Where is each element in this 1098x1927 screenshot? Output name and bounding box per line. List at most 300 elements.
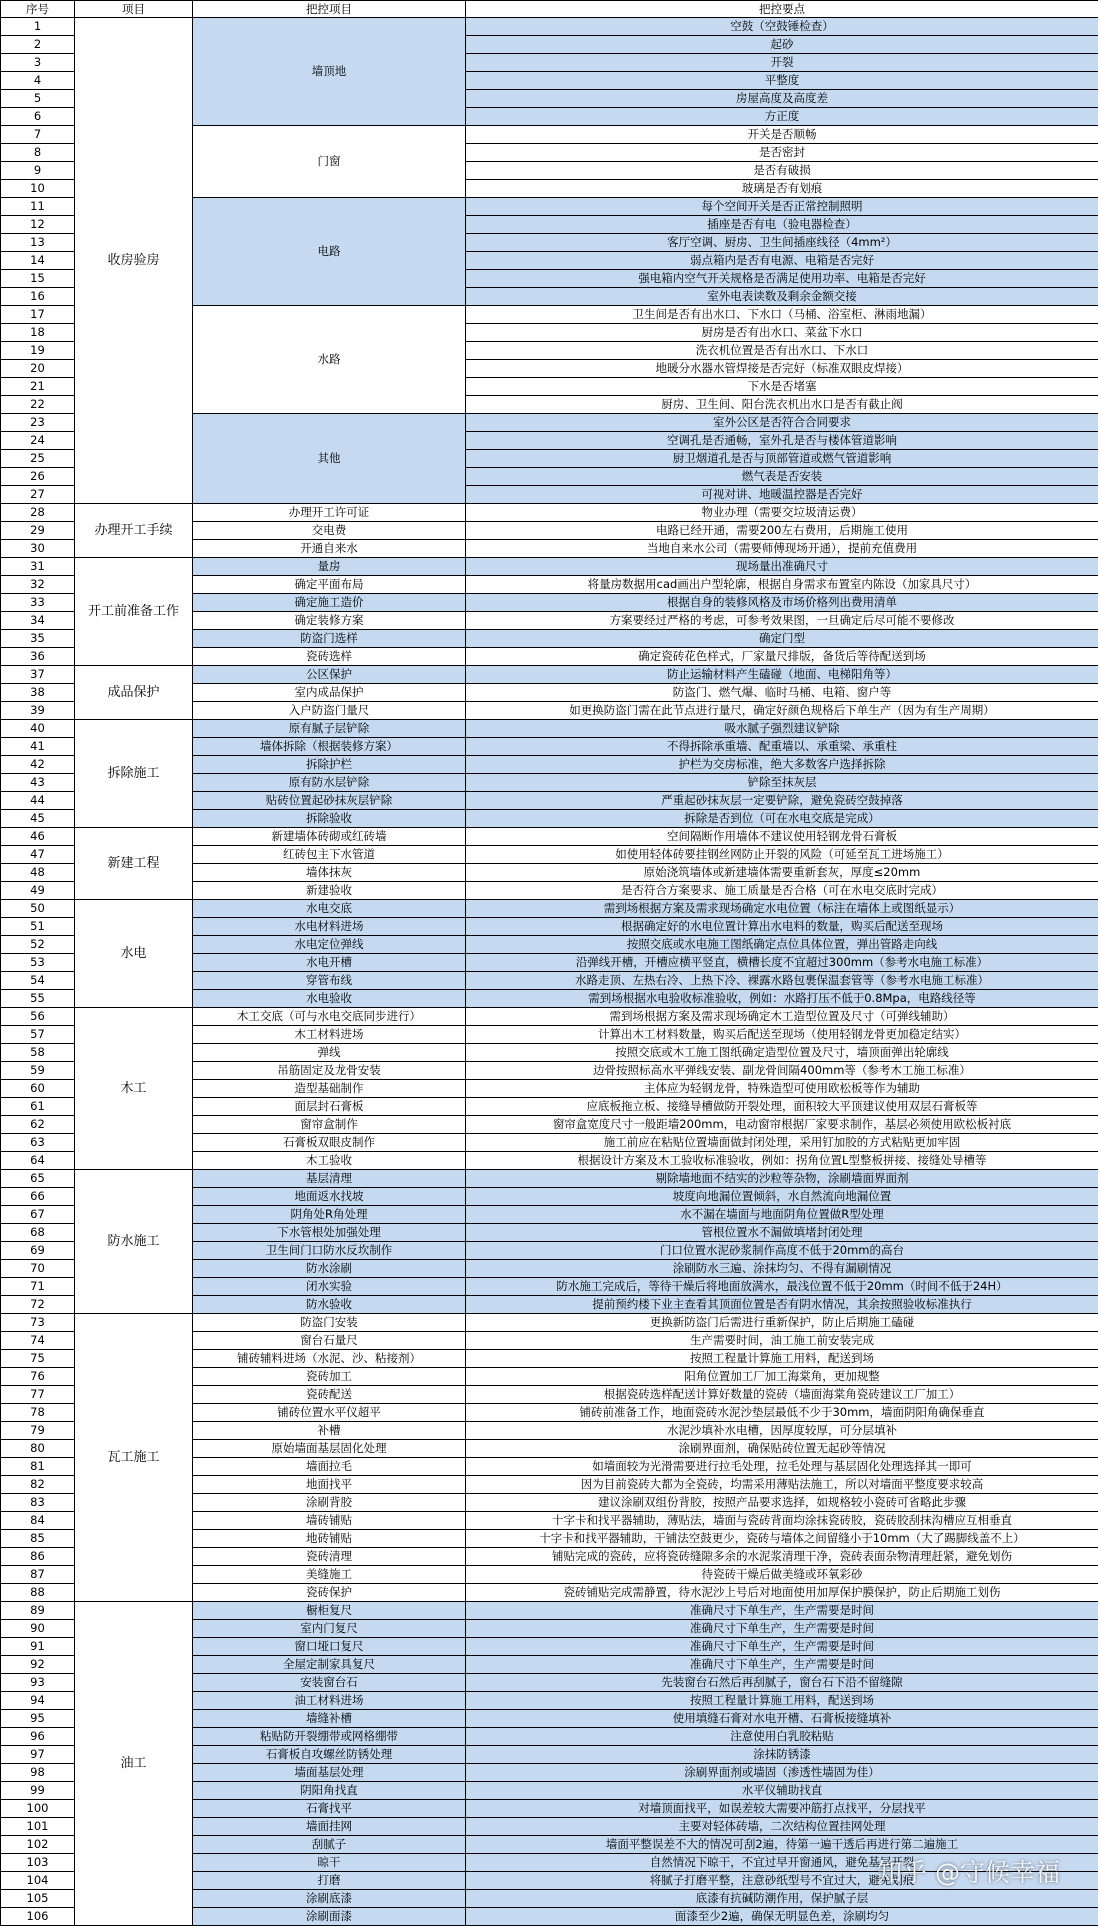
row-number: 31 bbox=[1, 558, 75, 576]
row-number: 6 bbox=[1, 108, 75, 126]
row-number: 54 bbox=[1, 972, 75, 990]
row-number: 85 bbox=[1, 1530, 75, 1548]
control-item: 拆除验收 bbox=[193, 810, 466, 828]
row-number: 3 bbox=[1, 54, 75, 72]
row-number: 53 bbox=[1, 954, 75, 972]
row-number: 75 bbox=[1, 1350, 75, 1368]
control-point: 十字卡和找平器辅助，薄贴法，墙面与瓷砖背面均涂抹瓷砖胶，瓷砖胶刮抹沟槽应互相垂直 bbox=[466, 1512, 1098, 1530]
control-point: 空间隔断作用墙体不建议使用轻钢龙骨石膏板 bbox=[466, 828, 1098, 846]
control-point: 准确尺寸下单生产，生产需要是时间 bbox=[466, 1638, 1098, 1656]
row-number: 67 bbox=[1, 1206, 75, 1224]
control-item: 铺砖位置水平仪超平 bbox=[193, 1404, 466, 1422]
control-point: 管根位置水不漏做填堵封闭处理 bbox=[466, 1224, 1098, 1242]
row-number: 1 bbox=[1, 18, 75, 36]
control-point: 强电箱内空气开关规格是否满足使用功率、电箱是否完好 bbox=[466, 270, 1098, 288]
row-number: 90 bbox=[1, 1620, 75, 1638]
row-number: 78 bbox=[1, 1404, 75, 1422]
control-point: 水平仪辅助找直 bbox=[466, 1782, 1098, 1800]
control-point: 是否符合方案要求、施工质量是否合格（可在水电交底时完成） bbox=[466, 882, 1098, 900]
control-point: 水不漏在墙面与地面阴角位置做R型处理 bbox=[466, 1206, 1098, 1224]
control-point: 下水是否堵塞 bbox=[466, 378, 1098, 396]
control-item: 下水管根处加强处理 bbox=[193, 1224, 466, 1242]
control-point: 对墙顶面找平，如误差较大需要冲筋打点找平，分层找平 bbox=[466, 1800, 1098, 1818]
control-point: 铺砖前准备工作，地面瓷砖水泥沙垫层最低不少于30mm，墙面阴阳角确保垂直 bbox=[466, 1404, 1098, 1422]
control-point: 防盗门、燃气爆、临时马桶、电箱、窗户等 bbox=[466, 684, 1098, 702]
control-point: 提前预约楼下业主查看其顶面位置是否有阴水情况，其余按照验收标准执行 bbox=[466, 1296, 1098, 1314]
header-no: 序号 bbox=[1, 1, 75, 18]
control-point: 根据自身的装修风格及市场价格列出费用清单 bbox=[466, 594, 1098, 612]
control-item: 全屋定制家具复尺 bbox=[193, 1656, 466, 1674]
control-point: 确定瓷砖花色样式，厂家量尺排版，备货后等待配送到场 bbox=[466, 648, 1098, 666]
control-point: 卫生间是否有出水口、下水口（马桶、浴室柜、淋雨地漏） bbox=[466, 306, 1098, 324]
control-point: 起砂 bbox=[466, 36, 1098, 54]
row-number: 105 bbox=[1, 1890, 75, 1908]
control-item: 面层封石膏板 bbox=[193, 1098, 466, 1116]
control-point: 涂刷界面剂，确保贴砖位置无起砂等情况 bbox=[466, 1440, 1098, 1458]
table-row bbox=[1, 1314, 1098, 1332]
row-number: 64 bbox=[1, 1152, 75, 1170]
control-item: 瓷砖清理 bbox=[193, 1548, 466, 1566]
control-item: 电路 bbox=[193, 198, 466, 306]
control-point: 计算出木工材料数量，购买后配送至现场（使用轻钢龙骨更加稳定结实） bbox=[466, 1026, 1098, 1044]
row-number: 51 bbox=[1, 918, 75, 936]
control-point: 十字卡和找平器辅助，干铺法空鼓更少，瓷砖与墙体之间留缝小于10mm（大了踢脚线盖不上） bbox=[466, 1530, 1098, 1548]
row-number: 86 bbox=[1, 1548, 75, 1566]
control-point: 吸水腻子强烈建议铲除 bbox=[466, 720, 1098, 738]
row-number: 35 bbox=[1, 630, 75, 648]
row-number: 33 bbox=[1, 594, 75, 612]
control-item: 闭水实验 bbox=[193, 1278, 466, 1296]
row-number: 9 bbox=[1, 162, 75, 180]
control-item: 其他 bbox=[193, 414, 466, 504]
control-item: 墙体抹灰 bbox=[193, 864, 466, 882]
row-number: 79 bbox=[1, 1422, 75, 1440]
control-point: 开关是否顺畅 bbox=[466, 126, 1098, 144]
row-number: 26 bbox=[1, 468, 75, 486]
control-point: 按照交底或水电施工图纸确定点位具体位置，弹出管路走向线 bbox=[466, 936, 1098, 954]
control-item: 新建墙体砖砌或红砖墙 bbox=[193, 828, 466, 846]
control-point: 可视对讲、地暖温控器是否完好 bbox=[466, 486, 1098, 504]
control-item: 瓷砖加工 bbox=[193, 1368, 466, 1386]
row-number: 36 bbox=[1, 648, 75, 666]
row-number: 27 bbox=[1, 486, 75, 504]
control-item: 涂刷面漆 bbox=[193, 1908, 466, 1926]
row-number: 15 bbox=[1, 270, 75, 288]
control-item: 地砖铺贴 bbox=[193, 1530, 466, 1548]
row-number: 92 bbox=[1, 1656, 75, 1674]
control-item: 穿管布线 bbox=[193, 972, 466, 990]
row-number: 50 bbox=[1, 900, 75, 918]
row-number: 61 bbox=[1, 1098, 75, 1116]
row-number: 81 bbox=[1, 1458, 75, 1476]
row-number: 52 bbox=[1, 936, 75, 954]
row-number: 88 bbox=[1, 1584, 75, 1602]
row-number: 48 bbox=[1, 864, 75, 882]
row-number: 40 bbox=[1, 720, 75, 738]
control-point: 原始浇筑墙体或新建墙体需要重新套灰，厚度≤20mm bbox=[466, 864, 1098, 882]
control-item: 防盗门选样 bbox=[193, 630, 466, 648]
table-row bbox=[1, 666, 1098, 684]
control-point: 按照工程量计算施工用料，配送到场 bbox=[466, 1350, 1098, 1368]
row-number: 23 bbox=[1, 414, 75, 432]
table-row bbox=[1, 18, 1098, 36]
control-item: 原有腻子层铲除 bbox=[193, 720, 466, 738]
control-point: 准确尺寸下单生产，生产需要是时间 bbox=[466, 1620, 1098, 1638]
row-number: 101 bbox=[1, 1818, 75, 1836]
row-number: 58 bbox=[1, 1044, 75, 1062]
control-point: 瓷砖铺贴完成需静置，待水泥沙上号后对地面使用加厚保护膜保护，防止后期施工划伤 bbox=[466, 1584, 1098, 1602]
row-number: 87 bbox=[1, 1566, 75, 1584]
row-number: 4 bbox=[1, 72, 75, 90]
row-number: 24 bbox=[1, 432, 75, 450]
control-point: 是否有破损 bbox=[466, 162, 1098, 180]
row-number: 103 bbox=[1, 1854, 75, 1872]
control-point: 坡度向地漏位置倾斜，水自然流向地漏位置 bbox=[466, 1188, 1098, 1206]
row-number: 72 bbox=[1, 1296, 75, 1314]
control-item: 防水验收 bbox=[193, 1296, 466, 1314]
control-point: 如墙面较为光滑需要进行拉毛处理，拉毛处理与基层固化处理选择其一即可 bbox=[466, 1458, 1098, 1476]
control-point: 根据确定好的水电位置计算出水电料的数量，购买后配送至现场 bbox=[466, 918, 1098, 936]
control-item: 基层清理 bbox=[193, 1170, 466, 1188]
control-item: 木工材料进场 bbox=[193, 1026, 466, 1044]
control-point: 室外公区是否符合合同要求 bbox=[466, 414, 1098, 432]
control-point: 涂抹防锈漆 bbox=[466, 1746, 1098, 1764]
watermark: 知乎 @守候幸福 bbox=[877, 1858, 1060, 1887]
control-point: 方正度 bbox=[466, 108, 1098, 126]
row-number: 11 bbox=[1, 198, 75, 216]
row-number: 37 bbox=[1, 666, 75, 684]
control-point: 空鼓（空鼓锤检查） bbox=[466, 18, 1098, 36]
control-point: 按照工程量计算施工用料，配送到场 bbox=[466, 1692, 1098, 1710]
control-item: 安装窗台石 bbox=[193, 1674, 466, 1692]
control-item: 防水涂刷 bbox=[193, 1260, 466, 1278]
row-number: 102 bbox=[1, 1836, 75, 1854]
row-number: 41 bbox=[1, 738, 75, 756]
control-point: 沿弹线开槽，开槽应横平竖直，横槽长度不宜超过300mm（参考水电施工标准） bbox=[466, 954, 1098, 972]
section-name: 拆除施工 bbox=[75, 720, 193, 828]
control-point: 铲除至抹灰层 bbox=[466, 774, 1098, 792]
control-item: 墙缝补槽 bbox=[193, 1710, 466, 1728]
row-number: 16 bbox=[1, 288, 75, 306]
row-number: 89 bbox=[1, 1602, 75, 1620]
control-point: 不得拆除承重墙、配重墙以、承重梁、承重柱 bbox=[466, 738, 1098, 756]
row-number: 47 bbox=[1, 846, 75, 864]
control-point: 门口位置水泥砂浆制作高度不低于20mm的高台 bbox=[466, 1242, 1098, 1260]
control-item: 墙面基层处理 bbox=[193, 1764, 466, 1782]
control-item: 石膏找平 bbox=[193, 1800, 466, 1818]
control-item: 水电材料进场 bbox=[193, 918, 466, 936]
row-number: 95 bbox=[1, 1710, 75, 1728]
row-number: 71 bbox=[1, 1278, 75, 1296]
section-name: 油工 bbox=[75, 1602, 193, 1926]
control-point: 玻璃是否有划痕 bbox=[466, 180, 1098, 198]
control-point: 需到场根据方案及需求现场确定木工造型位置及尺寸（可弹线辅助） bbox=[466, 1008, 1098, 1026]
control-item: 办理开工许可证 bbox=[193, 504, 466, 522]
row-number: 73 bbox=[1, 1314, 75, 1332]
row-number: 70 bbox=[1, 1260, 75, 1278]
control-item: 确定平面布局 bbox=[193, 576, 466, 594]
control-point: 室外电表读数及剩余金额交接 bbox=[466, 288, 1098, 306]
header-project: 项目 bbox=[75, 1, 193, 18]
row-number: 5 bbox=[1, 90, 75, 108]
control-point: 根据瓷砖选样配送计算好数量的瓷砖（墙面海棠角瓷砖建议工厂加工） bbox=[466, 1386, 1098, 1404]
control-point: 严重起砂抹灰层一定要铲除，避免瓷砖空鼓掉落 bbox=[466, 792, 1098, 810]
row-number: 97 bbox=[1, 1746, 75, 1764]
control-point: 弱点箱内是否有电源、电箱是否完好 bbox=[466, 252, 1098, 270]
control-point: 根据设计方案及木工验收标准验收，例如：拐角位置L型整板拼接、接缝处导槽等 bbox=[466, 1152, 1098, 1170]
row-number: 10 bbox=[1, 180, 75, 198]
row-number: 7 bbox=[1, 126, 75, 144]
control-item: 地面返水找坡 bbox=[193, 1188, 466, 1206]
row-number: 43 bbox=[1, 774, 75, 792]
control-point: 平整度 bbox=[466, 72, 1098, 90]
control-point: 如使用轻体砖要挂钢丝网防止开裂的风险（可延至瓦工进场施工） bbox=[466, 846, 1098, 864]
control-point: 涂刷防水三遍、涂抹均匀、不得有漏刷情况 bbox=[466, 1260, 1098, 1278]
control-item: 原有防水层铲除 bbox=[193, 774, 466, 792]
row-number: 13 bbox=[1, 234, 75, 252]
control-point: 需到场根据水电验收标准验收，例如：水路打压不低于0.8Mpa，电路线径等 bbox=[466, 990, 1098, 1008]
control-point: 待瓷砖干燥后做美缝或环氧彩砂 bbox=[466, 1566, 1098, 1584]
row-number: 42 bbox=[1, 756, 75, 774]
control-point: 客厅空调、厨房、卫生间插座线径（4mm²） bbox=[466, 234, 1098, 252]
control-point: 物业办理（需要交垃圾清运费） bbox=[466, 504, 1098, 522]
row-number: 96 bbox=[1, 1728, 75, 1746]
row-number: 21 bbox=[1, 378, 75, 396]
row-number: 98 bbox=[1, 1764, 75, 1782]
row-number: 46 bbox=[1, 828, 75, 846]
row-number: 25 bbox=[1, 450, 75, 468]
control-item: 确定装修方案 bbox=[193, 612, 466, 630]
control-point: 先装窗台石然后再刮腻子，窗台石下沿不留缝隙 bbox=[466, 1674, 1098, 1692]
control-point: 洗衣机位置是否有出水口、下水口 bbox=[466, 342, 1098, 360]
control-item: 室内门复尺 bbox=[193, 1620, 466, 1638]
row-number: 76 bbox=[1, 1368, 75, 1386]
control-item: 窗帘盒制作 bbox=[193, 1116, 466, 1134]
control-item: 铺砖辅料进场（水泥、沙、粘接剂） bbox=[193, 1350, 466, 1368]
control-point: 空调孔是否通畅，室外孔是否与楼体管道影响 bbox=[466, 432, 1098, 450]
control-item: 水电定位弹线 bbox=[193, 936, 466, 954]
control-point: 阳角位置加工厂加工海棠角，更加规整 bbox=[466, 1368, 1098, 1386]
row-number: 69 bbox=[1, 1242, 75, 1260]
control-point: 厨卫烟道孔是否与顶部管道或燃气管道影响 bbox=[466, 450, 1098, 468]
control-point: 应底板拖立板、接缝导槽做防开裂处理，面积较大平顶建议使用双层石膏板等 bbox=[466, 1098, 1098, 1116]
control-item: 石膏板双眼皮制作 bbox=[193, 1134, 466, 1152]
row-number: 99 bbox=[1, 1782, 75, 1800]
control-item: 墙体拆除（根据装修方案） bbox=[193, 738, 466, 756]
row-number: 59 bbox=[1, 1062, 75, 1080]
table-row bbox=[1, 828, 1098, 846]
section-name: 瓦工施工 bbox=[75, 1314, 193, 1602]
control-item: 地面找平 bbox=[193, 1476, 466, 1494]
control-point: 墙面平整误差不大的情况可刮2遍，待第一遍干透后再进行第二遍施工 bbox=[466, 1836, 1098, 1854]
control-item: 造型基础制作 bbox=[193, 1080, 466, 1098]
control-point: 拆除是否到位（可在水电交底是完成） bbox=[466, 810, 1098, 828]
control-point: 将腻子打磨平整，注意砂纸型号不宜过大，避免划痕 bbox=[466, 1872, 1098, 1890]
control-point: 按照交底或木工施工图纸确定造型位置及尺寸，墙顶面弹出轮廓线 bbox=[466, 1044, 1098, 1062]
header-point: 把控要点 bbox=[466, 1, 1098, 18]
control-point: 水路走顶、左热右冷、上热下冷、裸露水路包裹保温套管等（参考水电施工标准） bbox=[466, 972, 1098, 990]
control-point: 更换新防盗门后需进行重新保护，防止后期施工磕碰 bbox=[466, 1314, 1098, 1332]
control-point: 如更换防盗门需在此节点进行量尺，确定好颜色规格后下单生产（因为有生产周期） bbox=[466, 702, 1098, 720]
control-point: 因为目前瓷砖大都为全瓷砖，均需采用薄贴法施工，所以对墙面平整度要求较高 bbox=[466, 1476, 1098, 1494]
control-point: 铺贴完成的瓷砖，应将瓷砖缝隙多余的水泥浆清理干净，瓷砖表面杂物清理赶紧，避免划伤 bbox=[466, 1548, 1098, 1566]
control-item: 开通自来水 bbox=[193, 540, 466, 558]
control-item: 水电验收 bbox=[193, 990, 466, 1008]
control-point: 每个空间开关是否正常控制照明 bbox=[466, 198, 1098, 216]
control-point: 将量房数据用cad画出户型轮廓，根据自身需求布置室内陈设（加家具尺寸） bbox=[466, 576, 1098, 594]
control-item: 门窗 bbox=[193, 126, 466, 198]
control-point: 涂刷界面剂或墙固（渗透性墙固为佳） bbox=[466, 1764, 1098, 1782]
row-number: 57 bbox=[1, 1026, 75, 1044]
row-number: 22 bbox=[1, 396, 75, 414]
control-item: 墙面挂网 bbox=[193, 1818, 466, 1836]
row-number: 62 bbox=[1, 1116, 75, 1134]
control-item: 瓷砖保护 bbox=[193, 1584, 466, 1602]
control-point: 地暖分水器水管焊接是否完好（标准双眼皮焊接） bbox=[466, 360, 1098, 378]
control-point: 房屋高度及高度差 bbox=[466, 90, 1098, 108]
row-number: 29 bbox=[1, 522, 75, 540]
row-number: 83 bbox=[1, 1494, 75, 1512]
control-item: 晾干 bbox=[193, 1854, 466, 1872]
section-name: 木工 bbox=[75, 1008, 193, 1170]
control-item: 贴砖位置起砂抹灰层铲除 bbox=[193, 792, 466, 810]
control-point: 施工前应在粘贴位置墙面做封闭处理，采用钉加胶的方式粘贴更加牢固 bbox=[466, 1134, 1098, 1152]
control-item: 公区保护 bbox=[193, 666, 466, 684]
control-item: 涂刷背胶 bbox=[193, 1494, 466, 1512]
control-item: 水路 bbox=[193, 306, 466, 414]
row-number: 55 bbox=[1, 990, 75, 1008]
control-item: 阴角处R角处理 bbox=[193, 1206, 466, 1224]
control-point: 防止运输材料产生磕碰（地面、电梯阳角等） bbox=[466, 666, 1098, 684]
table-row bbox=[1, 720, 1098, 738]
row-number: 60 bbox=[1, 1080, 75, 1098]
row-number: 80 bbox=[1, 1440, 75, 1458]
row-number: 104 bbox=[1, 1872, 75, 1890]
control-point: 水泥沙填补水电槽，因厚度较厚，可分层填补 bbox=[466, 1422, 1098, 1440]
control-item: 新建验收 bbox=[193, 882, 466, 900]
control-point: 防水施工完成后，等待干燥后将地面放满水，最浅位置不低于20mm（时间不低于24H） bbox=[466, 1278, 1098, 1296]
row-number: 18 bbox=[1, 324, 75, 342]
control-item: 交电费 bbox=[193, 522, 466, 540]
section-name: 成品保护 bbox=[75, 666, 193, 720]
control-item: 油工材料进场 bbox=[193, 1692, 466, 1710]
row-number: 93 bbox=[1, 1674, 75, 1692]
row-number: 77 bbox=[1, 1386, 75, 1404]
row-number: 38 bbox=[1, 684, 75, 702]
control-item: 窗台石量尺 bbox=[193, 1332, 466, 1350]
row-number: 94 bbox=[1, 1692, 75, 1710]
control-point: 边骨按照标高水平弹线安装、副龙骨间隔400mm等（参考木工施工标准） bbox=[466, 1062, 1098, 1080]
row-number: 44 bbox=[1, 792, 75, 810]
control-point: 建议涂刷双组份背胶，按照产品要求选择，如规格较小瓷砖可省略此步骤 bbox=[466, 1494, 1098, 1512]
table-row bbox=[1, 900, 1098, 918]
control-point: 准确尺寸下单生产，生产需要是时间 bbox=[466, 1602, 1098, 1620]
control-item: 墙面拉毛 bbox=[193, 1458, 466, 1476]
control-item: 美缝施工 bbox=[193, 1566, 466, 1584]
row-number: 91 bbox=[1, 1638, 75, 1656]
control-item: 入户防盗门量尺 bbox=[193, 702, 466, 720]
section-name: 开工前准备工作 bbox=[75, 558, 193, 666]
table-row bbox=[1, 1008, 1098, 1026]
control-item: 阴阳角找直 bbox=[193, 1782, 466, 1800]
control-point: 准确尺寸下单生产，生产需要是时间 bbox=[466, 1656, 1098, 1674]
row-number: 45 bbox=[1, 810, 75, 828]
row-number: 34 bbox=[1, 612, 75, 630]
row-number: 14 bbox=[1, 252, 75, 270]
row-number: 17 bbox=[1, 306, 75, 324]
control-item: 墙砖铺贴 bbox=[193, 1512, 466, 1530]
row-number: 82 bbox=[1, 1476, 75, 1494]
control-point: 面漆至少2遍，确保无明显色差，涂刷均匀 bbox=[466, 1908, 1098, 1926]
control-item: 卫生间门口防水反坎制作 bbox=[193, 1242, 466, 1260]
row-number: 56 bbox=[1, 1008, 75, 1026]
control-item: 橱柜复尺 bbox=[193, 1602, 466, 1620]
row-number: 84 bbox=[1, 1512, 75, 1530]
header-row bbox=[1, 1, 1098, 18]
control-point: 电路已经开通，需要200左右费用，后期施工使用 bbox=[466, 522, 1098, 540]
row-number: 65 bbox=[1, 1170, 75, 1188]
control-item: 水电交底 bbox=[193, 900, 466, 918]
control-item: 石膏板自攻螺丝防锈处理 bbox=[193, 1746, 466, 1764]
row-number: 74 bbox=[1, 1332, 75, 1350]
control-point: 开裂 bbox=[466, 54, 1098, 72]
row-number: 68 bbox=[1, 1224, 75, 1242]
control-item: 原始墙面基层固化处理 bbox=[193, 1440, 466, 1458]
control-point: 当地自来水公司（需要师傅现场开通），提前充值费用 bbox=[466, 540, 1098, 558]
control-item: 木工验收 bbox=[193, 1152, 466, 1170]
control-point: 剔除墙地面不结实的沙粒等杂物，涂刷墙面界面剂 bbox=[466, 1170, 1098, 1188]
control-point: 厨房、卫生间、阳台洗衣机出水口是否有截止阀 bbox=[466, 396, 1098, 414]
control-item: 粘贴防开裂绷带或网格绷带 bbox=[193, 1728, 466, 1746]
control-point: 现场量出准确尺寸 bbox=[466, 558, 1098, 576]
section-name: 收房验房 bbox=[75, 18, 193, 504]
control-point: 自然情况下晾干，不宜过早开窗通风，避免基层开裂 bbox=[466, 1854, 1098, 1872]
row-number: 106 bbox=[1, 1908, 75, 1926]
row-number: 32 bbox=[1, 576, 75, 594]
control-item: 墙顶地 bbox=[193, 18, 466, 126]
row-number: 2 bbox=[1, 36, 75, 54]
control-item: 窗口垭口复尺 bbox=[193, 1638, 466, 1656]
control-item: 量房 bbox=[193, 558, 466, 576]
control-item: 水电开槽 bbox=[193, 954, 466, 972]
section-name: 防水施工 bbox=[75, 1170, 193, 1314]
control-item: 室内成品保护 bbox=[193, 684, 466, 702]
section-name: 水电 bbox=[75, 900, 193, 1008]
control-point: 厨房是否有出水口、菜盆下水口 bbox=[466, 324, 1098, 342]
control-item: 瓷砖配送 bbox=[193, 1386, 466, 1404]
control-point: 使用填缝石膏对水电开槽、石膏板接缝填补 bbox=[466, 1710, 1098, 1728]
table-row bbox=[1, 1170, 1098, 1188]
row-number: 8 bbox=[1, 144, 75, 162]
control-point: 插座是否有电（验电器检查） bbox=[466, 216, 1098, 234]
row-number: 30 bbox=[1, 540, 75, 558]
control-point: 是否密封 bbox=[466, 144, 1098, 162]
row-number: 19 bbox=[1, 342, 75, 360]
row-number: 63 bbox=[1, 1134, 75, 1152]
control-item: 打磨 bbox=[193, 1872, 466, 1890]
control-point: 需到场根据方案及需求现场确定水电位置（标注在墙体上或图纸显示） bbox=[466, 900, 1098, 918]
control-point: 底漆有抗碱防潮作用，保护腻子层 bbox=[466, 1890, 1098, 1908]
row-number: 66 bbox=[1, 1188, 75, 1206]
row-number: 100 bbox=[1, 1800, 75, 1818]
control-point: 主体应为轻钢龙骨，特殊造型可使用欧松板等作为辅助 bbox=[466, 1080, 1098, 1098]
control-item: 涂刷底漆 bbox=[193, 1890, 466, 1908]
control-item: 吊筋固定及龙骨安装 bbox=[193, 1062, 466, 1080]
control-point: 窗帘盒宽度尺寸一般距墙200mm，电动窗帘根据厂家要求制作，基层必须使用欧松板衬底 bbox=[466, 1116, 1098, 1134]
control-item: 确定施工造价 bbox=[193, 594, 466, 612]
table-row bbox=[1, 504, 1098, 522]
control-point: 生产需要时间，油工施工前安装完成 bbox=[466, 1332, 1098, 1350]
